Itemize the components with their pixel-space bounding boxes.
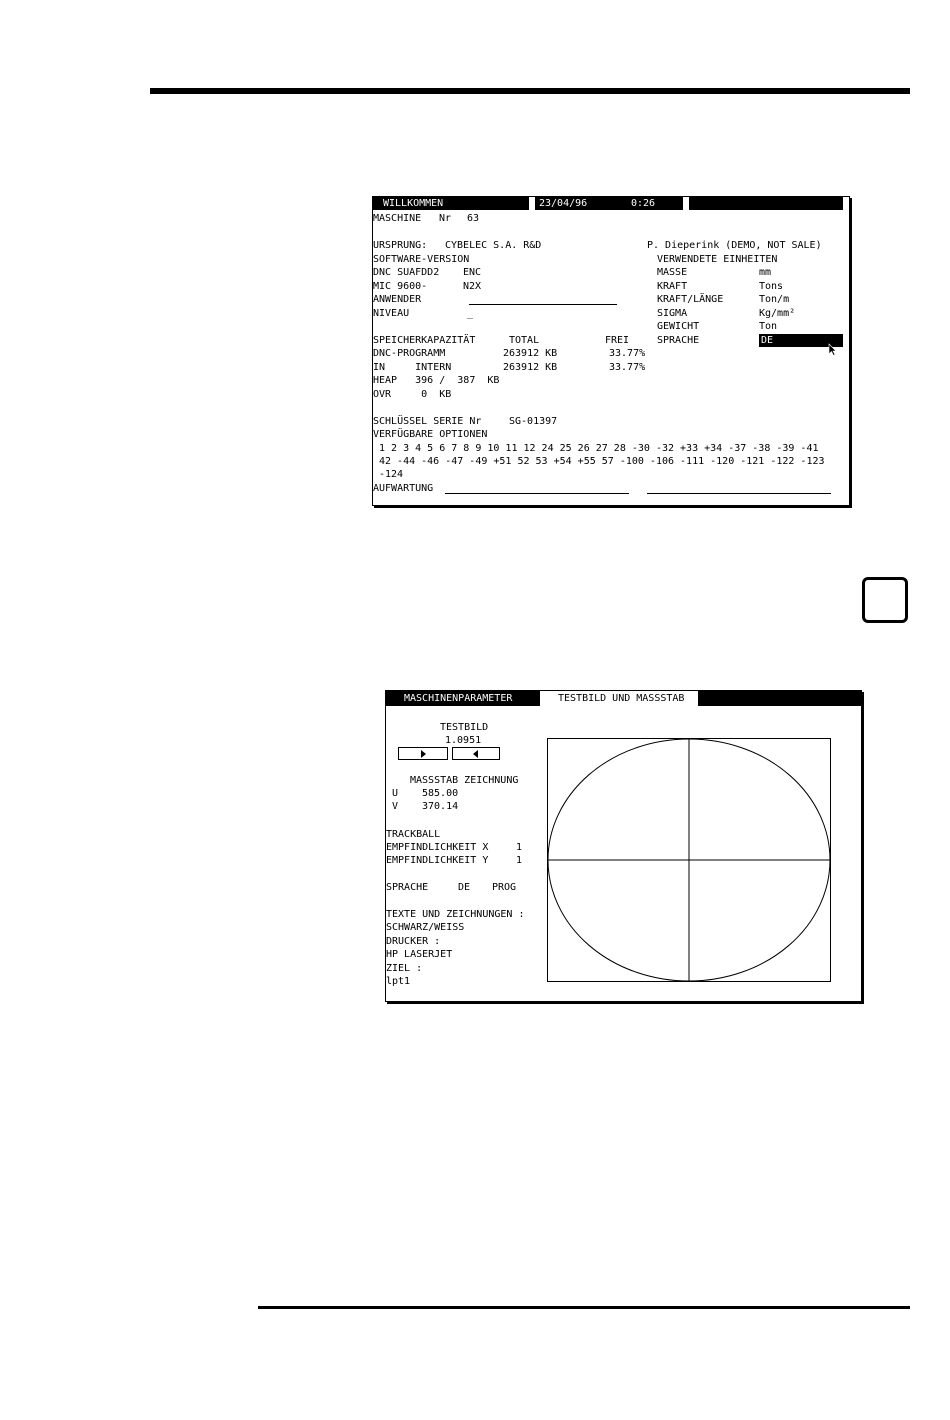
u-value[interactable]: 585.00 <box>422 788 459 799</box>
sens-x-value[interactable]: 1 <box>516 842 523 853</box>
origin-value: CYBELEC S.A. R&D <box>445 240 542 251</box>
unit-value-sigma: Kg/mm² <box>759 308 796 319</box>
key-label: SCHLÜSSEL SERIE Nr <box>373 416 482 427</box>
scale-label: MASSSTAB ZEICHNUNG <box>410 775 519 786</box>
machine-nr-label: Nr <box>439 213 452 224</box>
maintenance-field-2[interactable] <box>647 493 831 494</box>
origin-label: URSPRUNG: <box>373 240 428 251</box>
language-label: SPRACHE <box>386 882 429 893</box>
printer-label: DRUCKER : <box>386 936 441 947</box>
units-title: VERWENDETE EINHEITEN <box>657 254 778 265</box>
u-label: U <box>392 788 399 799</box>
owner-text: P. Dieperink (DEMO, NOT SALE) <box>647 240 822 251</box>
user-field[interactable] <box>469 304 617 305</box>
testbild-value: 1.0951 <box>445 735 482 746</box>
test-pattern <box>547 738 832 983</box>
dnc-value: ENC <box>463 267 482 278</box>
memory-total-header: TOTAL <box>509 335 540 346</box>
memory-label: SPEICHERKAPAZITÄT <box>373 335 476 346</box>
maintenance-label: AUFWARTUNG <box>373 483 434 494</box>
texts-label: TEXTE UND ZEICHNUNGEN : <box>386 909 525 920</box>
ovr-text: OVR 0 KB <box>373 389 452 400</box>
heap-text: HEAP 396 / 387 KB <box>373 375 500 386</box>
sens-y-label: EMPFINDLICHKEIT Y <box>386 855 489 866</box>
bottom-rule <box>258 1306 910 1309</box>
level-label: NIVEAU <box>373 308 410 319</box>
header-time: 0:26 <box>631 198 656 209</box>
options-line-3: -124 <box>379 469 404 480</box>
v-label: V <box>392 801 399 812</box>
unit-label-mass: MASSE <box>657 267 688 278</box>
language-extra: PROG <box>492 882 517 893</box>
language-label: SPRACHE <box>657 335 700 346</box>
memory-row-free: 33.77% <box>609 348 646 359</box>
machine-label: MASCHINE <box>373 213 422 224</box>
memory-free-header: FREI <box>605 335 630 346</box>
sens-x-label: EMPFINDLICHKEIT X <box>386 842 489 853</box>
arrow-right-icon <box>421 750 426 758</box>
memory-row-free: 33.77% <box>609 362 646 373</box>
tab-bar-filler <box>698 691 861 706</box>
maintenance-field-1[interactable] <box>445 493 629 494</box>
printer-value[interactable]: HP LASERJET <box>386 949 453 960</box>
dnc-label: DNC SUAFDD2 <box>373 267 440 278</box>
language-value[interactable]: DE <box>458 882 471 893</box>
mouse-pointer-icon <box>828 343 837 356</box>
target-value[interactable]: lpt1 <box>386 976 411 987</box>
unit-value-weight: Ton <box>759 321 778 332</box>
test-image-screen <box>385 690 862 1002</box>
user-label: ANWENDER <box>373 294 422 305</box>
options-line-1: 1 2 3 4 5 6 7 8 9 10 11 12 24 25 26 27 28 -30 -32 +33 +34 -37 -38 -39 -41 <box>379 443 819 454</box>
unit-value-force-length: Ton/m <box>759 294 790 305</box>
texts-value[interactable]: SCHWARZ/WEISS <box>386 922 465 933</box>
mic-value: N2X <box>463 281 482 292</box>
header-bar-right <box>689 197 843 210</box>
tab-test-image[interactable]: TESTBILD UND MASSSTAB <box>558 693 685 704</box>
v-value[interactable]: 370.14 <box>422 801 459 812</box>
unit-label-weight: GEWICHT <box>657 321 700 332</box>
software-version-label: SOFTWARE-VERSION <box>373 254 470 265</box>
testbild-label: TESTBILD <box>440 722 489 733</box>
unit-label-force-length: KRAFT/LÄNGE <box>657 294 724 305</box>
unit-label-force: KRAFT <box>657 281 688 292</box>
options-label: VERFÜGBARE OPTIONEN <box>373 429 488 440</box>
welcome-title: WILLKOMMEN <box>383 198 444 209</box>
unit-value-force: Tons <box>759 281 784 292</box>
options-line-2: 42 -44 -46 -47 -49 +51 52 53 +54 +55 57 -100 -106 -111 -120 -121 -122 -123 <box>379 456 825 467</box>
margin-box <box>862 577 908 623</box>
header-date: 23/04/96 <box>539 198 588 209</box>
unit-value-mass: mm <box>759 267 772 278</box>
memory-row-total: 263912 KB <box>503 362 558 373</box>
key-value: SG-01397 <box>509 416 558 427</box>
unit-label-sigma: SIGMA <box>657 308 688 319</box>
increase-button[interactable] <box>398 747 448 760</box>
target-label: ZIEL : <box>386 963 423 974</box>
machine-nr: 63 <box>467 213 480 224</box>
arrow-left-icon <box>473 750 478 758</box>
memory-row-total: 263912 KB <box>503 348 558 359</box>
memory-row-label: IN INTERN <box>373 362 452 373</box>
decrease-button[interactable] <box>452 747 500 760</box>
top-rule <box>150 88 910 94</box>
sens-y-value[interactable]: 1 <box>516 855 523 866</box>
language-value: DE <box>761 335 774 346</box>
welcome-screen <box>372 196 850 506</box>
level-cursor[interactable]: _ <box>467 308 474 319</box>
trackball-label: TRACKBALL <box>386 829 441 840</box>
mic-label: MIC 9600- <box>373 281 428 292</box>
tab-machine-params[interactable]: MASCHINENPARAMETER <box>404 693 513 704</box>
memory-row-label: DNC-PROGRAMM <box>373 348 446 359</box>
